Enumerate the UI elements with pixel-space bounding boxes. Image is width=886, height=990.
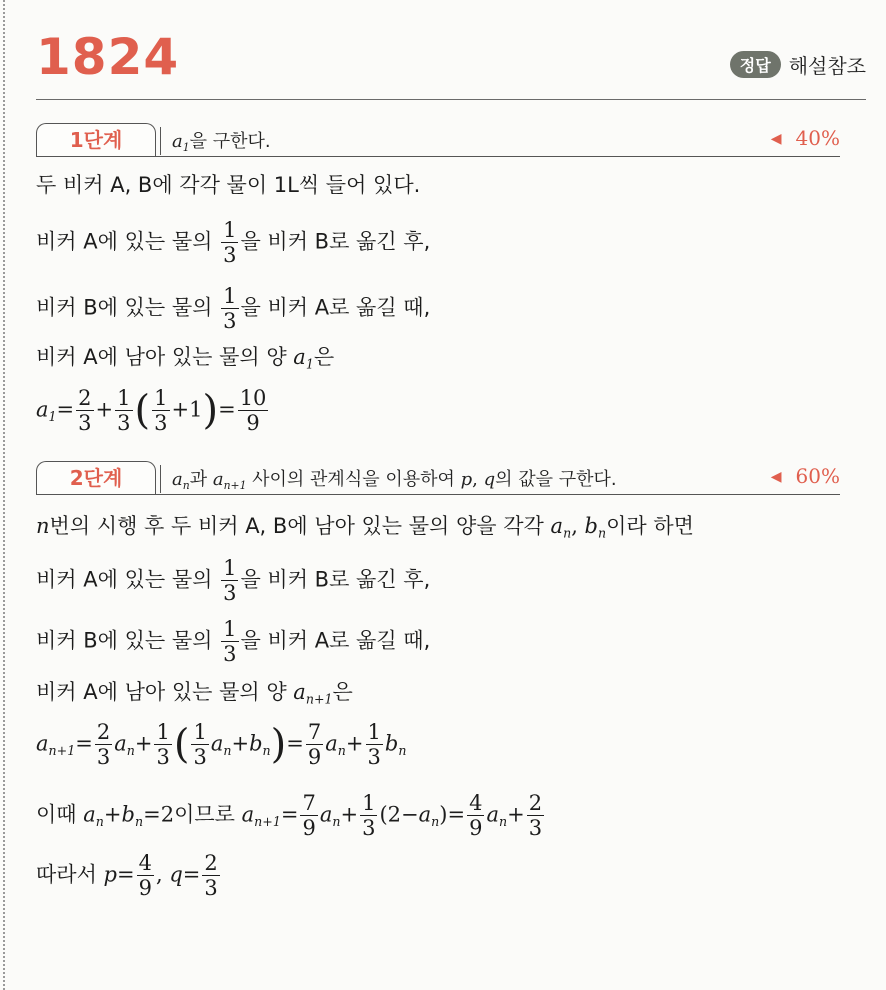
fraction-one-third: $\frac{1}{3}$ bbox=[223, 556, 237, 606]
fraction-one-third: $\frac{1}{3}$ bbox=[223, 617, 237, 667]
problem-number: 1824 bbox=[36, 28, 180, 86]
fraction-one-third: $\frac{1}{3}$ bbox=[223, 284, 237, 334]
fraction-one-third: $\frac{1}{3}$ bbox=[223, 218, 237, 268]
text-line-2 bbox=[36, 218, 430, 267]
text-line-2a: 비커 A에 있는 물의 bbox=[36, 229, 213, 254]
text-line-6b: 이라 하면 bbox=[606, 514, 694, 538]
step2-divider bbox=[160, 465, 161, 493]
text-line-8b: 을 비커 A로 옮길 때, bbox=[240, 628, 431, 653]
step1-percent bbox=[771, 126, 840, 150]
answer-text: 해설참조 bbox=[788, 54, 866, 78]
step2-base-rule bbox=[36, 494, 840, 495]
text-line-3a: 비커 B에 있는 물의 bbox=[36, 295, 213, 320]
text-line-6a: 번의 시행 후 두 비커 A, B에 남아 있는 물의 양을 각각 bbox=[49, 514, 544, 538]
triangle-left-icon: ◀ bbox=[770, 469, 782, 485]
text-line-9: 비커 A에 남아 있는 물의 양 $a_{n+1}$은 bbox=[36, 680, 353, 707]
text-line-8a: 비커 B에 있는 물의 bbox=[36, 628, 213, 653]
step1-divider bbox=[160, 127, 161, 155]
text-line-3 bbox=[36, 284, 430, 333]
equation-a1: $a_1=$ $\frac{2}{3}$ + $\frac{1}{3}$ ( $\frac{1}{3}$ +1)= $\frac{10}{9}$ bbox=[36, 386, 267, 436]
step2-desc-tail: 의 값을 구한다. bbox=[495, 469, 617, 490]
answer-badge: 정답 bbox=[730, 51, 781, 78]
text-line-7a: 비커 A에 있는 물의 bbox=[36, 567, 213, 592]
text-line-12: 따라서 bbox=[36, 862, 97, 887]
step2-desc-text: 사이의 관계식을 이용하여 bbox=[246, 469, 455, 490]
text-line-4: 비커 A에 남아 있는 물의 양 $a_1$은 bbox=[36, 345, 335, 372]
equation-recurrence: $a_{n+1}=$ $\frac{2}{3}$ $a_n+$ $\frac{1}{3}$ ( $\frac{1}{3}$ $a_n+b_n)=$ $\frac{7}{9}$ $a_n+$ $\frac{1}{3}$ $b_n$ bbox=[36, 720, 407, 770]
text-line-4a: 비커 A에 남아 있는 물의 양 bbox=[36, 345, 287, 369]
text-line-8 bbox=[36, 617, 430, 666]
text-line-7 bbox=[36, 556, 430, 605]
step2-header bbox=[36, 461, 840, 495]
step1-base-rule bbox=[36, 156, 840, 157]
text-line-10b: 이므로 bbox=[174, 802, 235, 827]
header-rule bbox=[36, 99, 866, 100]
equation-substitution: 이때 $a_n+b_n=2$이므로 $a_{n+1}=$ $\frac{7}{9}$ $a_n+$ $\frac{1}{3}$ $(2-a_n)=$ $\frac{4}{9}$ $a_n+$ $\frac{2}{3}$ bbox=[36, 791, 543, 841]
text-line-3b: 을 비커 A로 옮길 때, bbox=[240, 295, 431, 320]
step2-percent bbox=[771, 464, 840, 488]
step1-label: 1단계 bbox=[36, 123, 156, 156]
step1-desc-text: 을 구한다. bbox=[189, 131, 271, 152]
text-line-10a: 이때 bbox=[36, 802, 77, 827]
step2-label: 2단계 bbox=[36, 461, 156, 494]
step2-description: $a_n$과 $a_{n+1}$ 사이의 관계식을 이용하여 p, q의 값을 구한다. bbox=[172, 469, 617, 492]
text-line-2b: 을 비커 B로 옮긴 후, bbox=[240, 229, 431, 254]
text-line-6: n번의 시행 후 두 비커 A, B에 남아 있는 물의 양을 각각 $a_n$, $b_n$이라 하면 bbox=[36, 514, 694, 541]
text-line-9b: 은 bbox=[332, 680, 353, 704]
text-line-4b: 은 bbox=[313, 345, 335, 369]
triangle-left-icon: ◀ bbox=[770, 131, 782, 147]
step2-desc-mid: 과 bbox=[189, 469, 208, 490]
step1-description: $a_1$을 구한다. bbox=[172, 131, 271, 154]
step1-header bbox=[36, 123, 840, 157]
page-left-rule bbox=[3, 0, 5, 990]
text-line-7b: 을 비커 B로 옮긴 후, bbox=[240, 567, 431, 592]
text-line-9a: 비커 A에 남아 있는 물의 양 bbox=[36, 680, 287, 704]
conclusion-line: 따라서 p= $\frac{4}{9}$ , q= $\frac{2}{3}$ bbox=[36, 851, 218, 901]
step2-percent-value: 60% bbox=[795, 464, 840, 488]
answer-reference bbox=[730, 50, 866, 79]
step1-percent-value: 40% bbox=[795, 126, 840, 150]
text-line-1: 두 비커 A, B에 각각 물이 1L씩 들어 있다. bbox=[36, 173, 421, 197]
